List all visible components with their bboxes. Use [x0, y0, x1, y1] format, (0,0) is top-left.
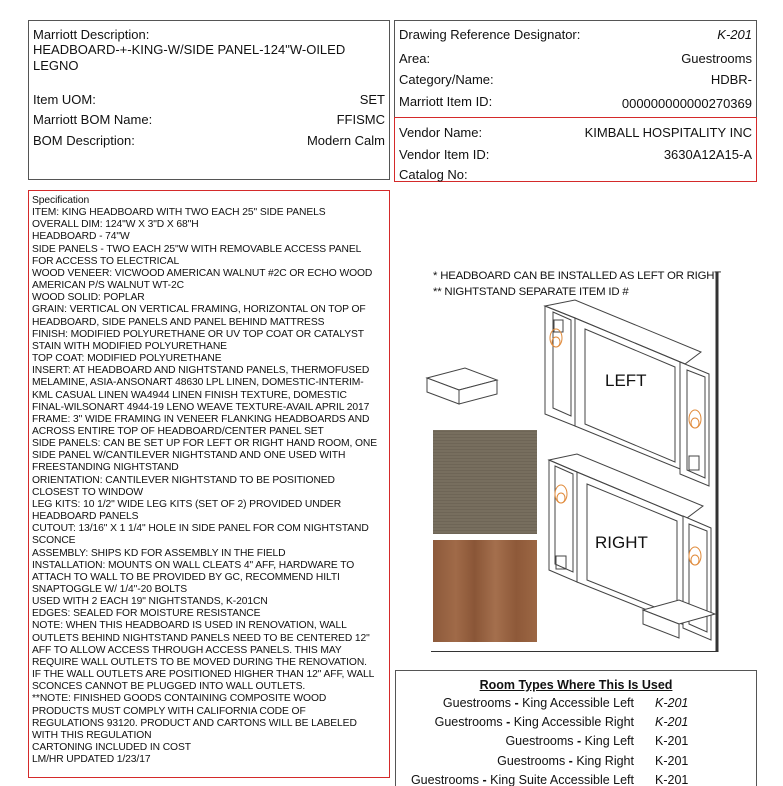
spec-line: CARTONING INCLUDED IN COST	[32, 742, 191, 754]
spec-line: REQUIRE WALL OUTLETS TO BE MOVED DURING THE RENOVATION.	[32, 656, 367, 668]
spec-line: FREESTANDING NIGHTSTAND	[32, 462, 179, 474]
spec-line: KML CASUAL LINEN WA4944 LINEN FINISH TEXTURE, DOMESTIC	[32, 389, 347, 401]
spec-line: CLOSEST TO WINDOW	[32, 486, 144, 498]
room-designator: K-201	[655, 715, 689, 729]
spec-line: GRAIN: VERTICAL ON VERTICAL FRAMING, HORIZONTAL ON TOP OF	[32, 304, 366, 316]
spec-line: HEADBOARD PANELS	[32, 511, 139, 523]
spec-line: ORIENTATION: CANTILEVER NIGHTSTAND TO BE POSITIONED	[32, 474, 335, 486]
spec-line: OVERALL DIM: 124"W X 3"D X 68"H	[32, 219, 199, 231]
bom-name-label: Marriott BOM Name:	[33, 112, 153, 127]
spec-line: LEG KITS: 10 1/2" WIDE LEG KITS (SET OF 2) PROVIDED UNDER	[32, 498, 342, 510]
marriott-item-id-label: Marriott Item ID:	[399, 94, 493, 109]
spec-line: OUTLETS BEHIND NIGHTSTAND PANELS NEED TO BE CENTERED 12"	[32, 632, 370, 644]
designator-value: K-201	[717, 27, 752, 42]
vendor-name-value: KIMBALL HOSPITALITY INC	[584, 125, 752, 140]
vendor-name-label: Vendor Name:	[399, 125, 483, 140]
room-name: King Right	[576, 754, 634, 768]
room-types-title: Room Types Where This Is Used	[479, 678, 673, 692]
spec-line: TOP COAT: MODIFIED POLYURETHANE	[32, 353, 222, 365]
spec-line: SIDE PANELS: CAN BE SET UP FOR LEFT OR RIGHT HAND ROOM, ONE	[32, 438, 378, 450]
spec-line: MELAMINE, ASIA-ANSONART 48630 LPL LINEN, DOMESTIC-INTERIM-	[32, 377, 364, 389]
bom-name-value: FFISMC	[336, 112, 385, 127]
spec-line: USED WITH 2 EACH 19" NIGHTSTANDS, K-201CN	[32, 596, 268, 608]
spec-line: ATTACH TO WALL TO BE PROVIDED BY GC, RECOMMEND HILTI	[32, 571, 340, 583]
spec-line: SCONCES CANNOT BE PLUGGED INTO WALL OUTLETS.	[32, 681, 306, 693]
spec-line: HEADBOARD, SIDE PANELS AND PANEL BEHIND MATTRESS	[32, 316, 325, 328]
marriott-description-label: Marriott Description:	[33, 27, 150, 42]
room-types-panel	[395, 670, 757, 786]
item-uom-value: SET	[359, 92, 385, 107]
room-separator: -	[573, 734, 585, 748]
area-label: Area:	[399, 51, 431, 66]
drawing-note-2: ** NIGHTSTAND SEPARATE ITEM ID #	[433, 286, 629, 298]
room-area: Guestrooms	[410, 773, 480, 786]
item-uom-label: Item UOM:	[33, 92, 96, 107]
room-designator: K-201	[655, 734, 689, 748]
room-separator: -	[565, 754, 577, 768]
spec-line: **NOTE: FINISHED GOODS CONTAINING COMPOSITE WOOD	[32, 693, 327, 705]
spec-line: AMERICAN P/S WALNUT WT-2C	[32, 280, 184, 292]
bom-description-label: BOM Description:	[33, 133, 135, 148]
spec-line: ACROSS ENTIRE TOP OF HEADBOARD/CENTER PANEL SET	[32, 425, 324, 437]
spec-line: ASSEMBLY: SHIPS KD FOR ASSEMBLY IN THE FIELD	[32, 547, 286, 559]
spec-line: IF THE WALL OUTLETS ARE POSITIONED HIGHER THAN 12" AFF, WALL	[32, 669, 375, 681]
room-separator: -	[479, 773, 491, 786]
spec-line: SIDE PANEL W/CANTILEVER NIGHTSTAND AND ONE USED WITH	[32, 450, 346, 462]
area-value: Guestrooms	[681, 51, 752, 66]
room-name: King Accessible Right	[513, 715, 634, 729]
room-separator: -	[511, 696, 523, 710]
room-designator: K-201	[655, 696, 689, 710]
spec-line: SIDE PANELS - TWO EACH 25"W WITH REMOVABLE ACCESS PANEL	[32, 243, 362, 255]
vendor-item-id-value: 3630A12A15-A	[663, 147, 752, 162]
spec-line: NOTE: WHEN THIS HEADBOARD IS USED IN RENOVATION, WALL	[32, 620, 347, 632]
spec-line: ITEM: KING HEADBOARD WITH TWO EACH 25" SIDE PANELS	[32, 207, 326, 219]
spec-line: WOOD SOLID: POPLAR	[32, 292, 145, 304]
designator-label: Drawing Reference Designator:	[399, 27, 581, 42]
room-type-name	[443, 696, 634, 711]
vendor-panel	[394, 117, 757, 182]
spec-line: FOR ACCESS TO ELECTRICAL	[32, 255, 180, 267]
category-label: Category/Name:	[399, 72, 494, 87]
room-type-name	[505, 734, 634, 749]
marriott-description-line1: HEADBOARD-+-KING-W/SIDE PANEL-124"W-OILED	[33, 42, 346, 57]
specification-panel	[28, 190, 390, 778]
room-type-name	[411, 773, 634, 786]
spec-line: INSERT: AT HEADBOARD AND NIGHTSTAND PANELS, THERMOFUSED	[32, 365, 370, 377]
spec-line: WITH THIS REGULATION	[32, 729, 152, 741]
room-designator: K-201	[655, 773, 689, 786]
room-area: Guestrooms	[505, 734, 574, 748]
room-area: Guestrooms	[497, 754, 566, 768]
drawing-note-1: * HEADBOARD CAN BE INSTALLED AS LEFT OR RIGHT	[433, 270, 722, 282]
spec-line: LM/HR UPDATED 1/23/17	[32, 754, 151, 766]
bom-description-value: Modern Calm	[306, 133, 385, 148]
category-value: HDBR-	[710, 72, 752, 87]
vendor-item-id-label: Vendor Item ID:	[399, 147, 490, 162]
spec-line: SCONCE	[32, 535, 76, 547]
spec-line: STAIN WITH MODIFIED POLYURETHANE	[32, 340, 227, 352]
room-area: Guestrooms	[442, 696, 512, 710]
linen-finish-swatch	[433, 430, 537, 534]
room-type-name	[435, 715, 634, 730]
spec-line: INSTALLATION: MOUNTS ON WALL CLEATS 4" AFF, HARDWARE TO	[32, 559, 355, 571]
spec-line: HEADBOARD - 74"W	[32, 231, 130, 243]
spec-line: FRAME: 3" WIDE FRAMING IN VENEER FLANKING HEADBOARDS AND	[32, 413, 370, 425]
spec-line: FINAL-WILSONART 4944-19 LENO WEAVE TEXTURE-AVAIL APRIL 2017	[32, 401, 370, 413]
spec-line: CUTOUT: 13/16" X 1 1/4" HOLE IN SIDE PANEL FOR COM NIGHTSTAND	[32, 523, 369, 535]
room-designator: K-201	[655, 754, 689, 768]
room-area: Guestrooms	[434, 715, 503, 729]
room-name: King Accessible Left	[522, 696, 634, 710]
marriott-description-line2: LEGNO	[33, 58, 79, 73]
spec-line: SNAPTOGGLE W/ 1/4"-20 BOLTS	[32, 584, 188, 595]
spec-line: AFF TO ALLOW ACCESS THROUGH ACCESS PANELS. THIS MAY	[32, 644, 342, 656]
spec-line: FINISH: MODIFIED POLYURETHANE OR UV TOP COAT OR CATALYST	[32, 328, 364, 340]
room-name: King Left	[584, 734, 634, 748]
room-type-name	[497, 754, 634, 769]
spec-line: EDGES: SEALED FOR MOISTURE RESISTANCE	[32, 608, 261, 620]
marriott-item-id-value: 000000000000270369	[621, 96, 752, 111]
specification-text	[32, 195, 386, 766]
walnut-veneer-swatch	[433, 540, 537, 642]
catalog-label: Catalog No:	[399, 167, 468, 182]
room-name: King Suite Accessible Left	[490, 773, 634, 786]
spec-line: WOOD VENEER: VICWOOD AMERICAN WALNUT #2C OR ECHO WOOD	[32, 267, 373, 279]
left-label: LEFT	[605, 371, 647, 390]
description-panel	[28, 20, 390, 180]
spec-line: PRODUCTS MUST COMPLY WITH CALIFORNIA CODE OF	[32, 705, 306, 717]
right-label: RIGHT	[595, 533, 648, 552]
room-separator: -	[502, 715, 514, 729]
spec-line: Specification	[32, 195, 90, 206]
spec-line: REGULATIONS 93120. PRODUCT AND CARTONS WILL BE LABELED	[32, 717, 357, 729]
